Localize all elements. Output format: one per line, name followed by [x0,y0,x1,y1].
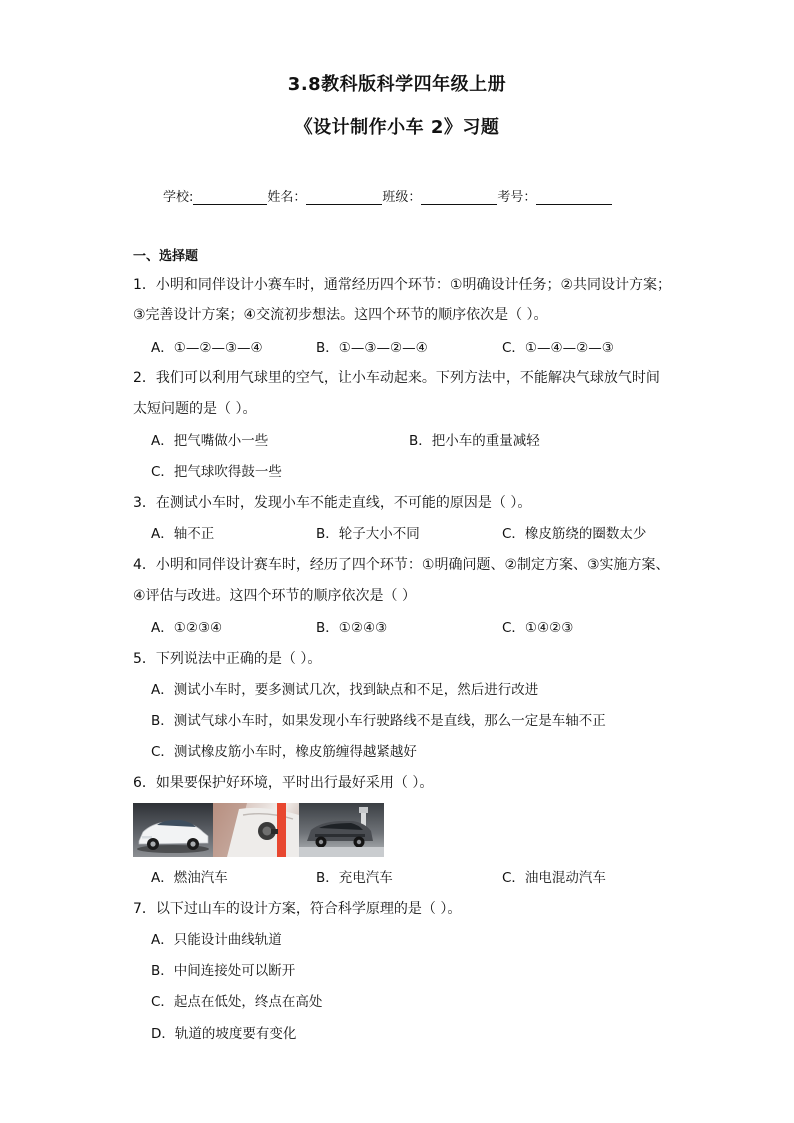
document-subtitle: 《设计制作小车 2》习题 [294,117,500,138]
q1-option-b: B．①—③—②—④ [316,340,428,356]
q6-option-a: A．燃油汽车 [151,870,228,886]
q1-stem-line2: ③完善设计方案；④交流初步想法。这四个环节的顺序依次是（ ）。 [133,307,548,323]
class-blank [421,190,497,205]
q5-option-c: C．测试橡皮筋小车时，橡皮筋缠得越紧越好 [151,744,417,760]
q6-stem: 6．如果要保护好环境，平时出行最好采用（ ）。 [133,775,434,791]
q7-option-b: B．中间连接处可以断开 [151,963,296,979]
q5-stem: 5．下列说法中正确的是（ ）。 [133,651,322,667]
q2-stem-line2: 太短问题的是（ ）。 [133,401,257,417]
q7-option-d: D．轨道的坡度要有变化 [151,1026,297,1042]
q4-stem-line1: 4．小明和同伴设计赛车时，经历了四个环节：①明确问题、②制定方案、③实施方案、 [133,557,670,573]
car-photos [133,803,384,857]
document-title: 3.8教科版科学四年级上册 [287,74,507,95]
q3-option-c: C．橡皮筋绕的圈数太少 [502,526,647,542]
q3-stem: 3．在测试小车时，发现小车不能走直线，不可能的原因是（ ）。 [133,495,532,511]
q4-option-a: A．①②③④ [151,620,223,636]
name-label: 姓名： [267,190,307,205]
q2-option-c: C．把气球吹得鼓一些 [151,464,282,480]
school-label: 学校: [163,190,194,205]
q2-option-a: A．把气嘴做小一些 [151,433,269,449]
q2-option-b: B．把小车的重量减轻 [409,433,540,449]
q3-option-a: A．轴不正 [151,526,215,542]
exam-no-blank [536,190,612,205]
q4-stem-line2: ④评估与改进。这四个环节的顺序依次是（ ） [133,588,416,604]
name-blank [306,190,382,205]
q4-option-b: B．①②④③ [316,620,388,636]
school-blank [193,190,267,205]
q6-option-c: C．油电混动汽车 [502,870,606,886]
electric-car-charging-photo [213,803,299,857]
q7-option-c: C．起点在低处，终点在高处 [151,994,323,1010]
q1-option-a: A．①—②—③—④ [151,340,263,356]
q7-stem: 7．以下过山车的设计方案，符合科学原理的是（ ）。 [133,901,462,917]
q6-option-b: B．充电汽车 [316,870,393,886]
student-info-row [163,186,612,205]
q3-option-b: B．轮子大小不同 [316,526,420,542]
section-heading: 一、选择题 [133,249,199,264]
fuel-car-photo [133,803,213,857]
q7-option-a: A．只能设计曲线轨道 [151,932,282,948]
exam-no-label: 考号： [497,190,537,205]
q2-stem-line1: 2．我们可以利用气球里的空气，让小车动起来。下列方法中，不能解决气球放气时间 [133,370,660,386]
q5-option-a: A．测试小车时，要多测试几次，找到缺点和不足，然后进行改进 [151,682,539,698]
class-label: 班级： [382,190,422,205]
hybrid-car-photo [299,803,384,857]
q1-option-c: C．①—④—②—③ [502,340,614,356]
q5-option-b: B．测试气球小车时，如果发现小车行驶路线不是直线，那么一定是车轴不正 [151,713,606,729]
q1-stem-line1: 1．小明和同伴设计小赛车时，通常经历四个环节：①明确设计任务；②共同设计方案； [133,277,672,293]
q4-option-c: C．①④②③ [502,620,574,636]
